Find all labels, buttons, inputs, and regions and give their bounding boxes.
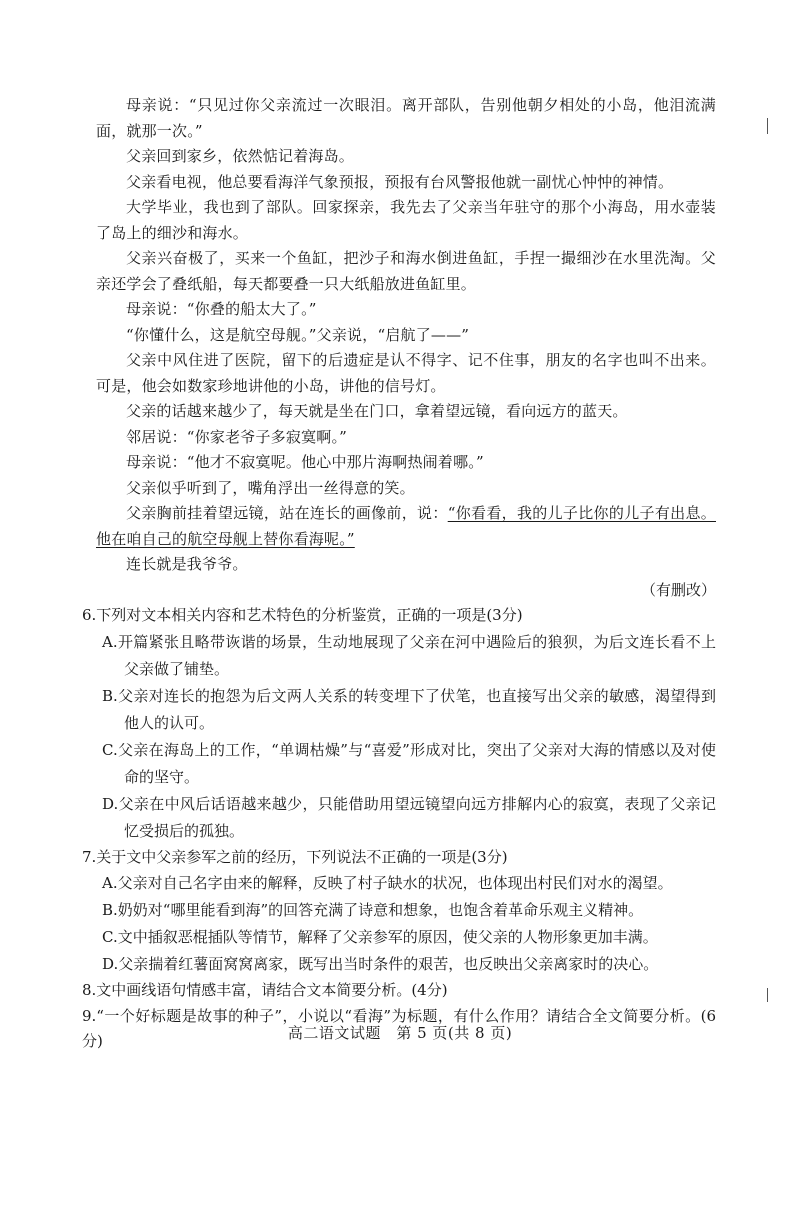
question-stem: 6.下列对文本相关内容和艺术特色的分析鉴赏，正确的一项是(3分) — [82, 606, 523, 624]
story-paragraph: 母亲说：“只见过你父亲流过一次眼泪。离开部队，告别他朝夕相处的小岛，他泪流满面，就那一次。” — [96, 96, 716, 140]
option-d: D.父亲在中风后话语越来越少，只能借助用望远镜望向远方排解内心的寂寞，表现了父亲记忆受损后的孤独。 — [102, 794, 716, 840]
source-note: （有删改） — [640, 580, 716, 599]
story-paragraph-underlined — [96, 501, 716, 552]
story-paragraph: 父亲似乎听到了，嘴角浮出一丝得意的笑。 — [126, 478, 415, 497]
story-paragraph: 母亲说：“你叠的船太大了。” — [126, 300, 317, 318]
story-paragraph: 连长就是我爷爷。 — [126, 555, 248, 573]
underline-lead-in: 父亲胸前挂着望远镜，站在连长的画像前，说： — [126, 504, 448, 522]
story-paragraph: 父亲回到家乡，依然惦记着海岛。 — [126, 147, 355, 165]
page-content — [82, 93, 716, 1055]
story-paragraph: 大学毕业，我也到了部队。回家探亲，我先去了父亲当年驻守的那个小海岛，用水壶装了岛上的细沙和海水。 — [96, 198, 716, 242]
story-paragraph: 父亲兴奋极了，买来一个鱼缸，把沙子和海水倒进鱼缸，手捏一撮细沙在水里洗淘。父亲还学会了叠纸船，每天都要叠一只大纸船放进鱼缸里。 — [96, 249, 716, 293]
margin-mark-top — [767, 118, 768, 134]
story-paragraph: 父亲看电视，他总要看海洋气象预报，预报有台风警报他就一副忧心忡忡的神情。 — [126, 172, 674, 191]
option-c: C.父亲在海岛上的工作，“单调枯燥”与“喜爱”形成对比，突出了父亲对大海的情感以及对使命的坚守。 — [102, 740, 716, 786]
page-footer: 高二语文试题 第 5 页(共 8 页) — [287, 1024, 513, 1042]
underlined-sentence: “你看看，我的儿子比你的儿子有出息。他在咱自己的航空母舰上替你看海呢。” — [96, 504, 716, 548]
question-9: 9.“一个好标题是故事的种子”，小说以“看海”为标题，有什么作用？请结合全文简要分析。(6分) — [82, 1006, 716, 1050]
question-7 — [82, 845, 716, 979]
story-paragraph: 母亲说：“他才不寂寞呢。他心中那片海啊热闹着哪。” — [126, 453, 484, 471]
option-c: C.文中插叙恶棍插队等情节，解释了父亲参军的原因，使父亲的人物形象更加丰满。 — [102, 928, 658, 946]
question-8: 8.文中画线语句情感丰富，请结合文本简要分析。(4分) — [82, 981, 448, 999]
question-6 — [82, 603, 716, 845]
option-a: A.开篇紧张且略带诙谐的场景，生动地展现了父亲在河中遇险后的狼狈，为后文连长看不上父亲做了铺垫。 — [102, 632, 716, 678]
story-paragraph: “你懂什么，这是航空母舰。”父亲说，“启航了——” — [126, 325, 470, 344]
story-paragraph: 邻居说：“你家老爷子多寂寞啊。” — [126, 427, 348, 446]
story-text — [96, 93, 716, 603]
option-d: D.父亲揣着红薯面窝窝离家，既写出当时条件的艰苦，也反映出父亲离家时的决心。 — [102, 955, 659, 973]
margin-mark-bottom — [767, 988, 768, 1002]
option-b: B.奶奶对“哪里能看到海”的回答充满了诗意和想象，也饱含着革命乐观主义精神。 — [102, 901, 644, 919]
option-b: B.父亲对连长的抱怨为后文两人关系的转变埋下了伏笔，也直接写出父亲的敏感，渴望得到他人的认可。 — [102, 686, 716, 732]
story-paragraph: 父亲中风住进了医院，留下的后遗症是认不得字、记不住事，朋友的名字也叫不出来。可是，他会如数家珍地讲他的小岛，讲他的信号灯。 — [96, 351, 716, 395]
question-stem: 7.关于文中父亲参军之前的经历，下列说法不正确的一项是(3分) — [82, 847, 508, 866]
option-a: A.父亲对自己名字由来的解释，反映了村子缺水的状况，也体现出村民们对水的渴望。 — [102, 874, 673, 892]
story-paragraph: 父亲的话越来越少了，每天就是坐在门口，拿着望远镜，看向远方的蓝天。 — [126, 402, 628, 420]
